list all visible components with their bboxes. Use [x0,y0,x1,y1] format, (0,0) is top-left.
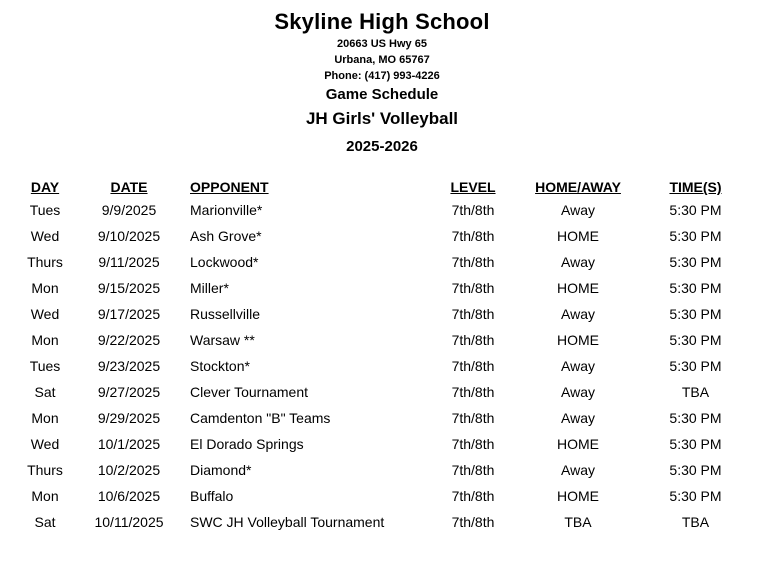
document-title: Game Schedule [325,86,439,103]
column-header-times: TIME(S) [669,179,722,195]
cell-day: Wed [30,436,60,452]
cell-level: 7th/8th [451,280,495,296]
table-row [22,509,746,535]
cell-date: 9/17/2025 [97,306,161,322]
cell-home-away: Away [561,306,595,322]
table-row [22,275,746,301]
cell-opponent: Stockton* [190,358,250,374]
cell-opponent: Lockwood* [190,254,259,270]
table-row [22,457,746,483]
table-header-row [22,177,746,197]
schedule-body [22,197,746,535]
cell-time: 5:30 PM [669,228,722,244]
cell-home-away: Away [561,202,595,218]
cell-level: 7th/8th [451,332,495,348]
cell-day: Wed [30,228,60,244]
cell-opponent: Miller* [190,280,229,296]
cell-time: 5:30 PM [669,202,722,218]
cell-day: Thurs [27,462,63,478]
cell-home-away: Away [561,358,595,374]
table-row [22,353,746,379]
cell-home-away: Away [561,410,595,426]
sport-title: JH Girls' Volleyball [305,109,459,128]
cell-opponent: Buffalo [190,488,234,504]
cell-opponent: Clever Tournament [190,384,309,400]
address-line-2: Urbana, MO 65767 [334,54,430,66]
cell-time: 5:30 PM [669,410,722,426]
column-header-date: DATE [110,179,148,195]
cell-home-away: HOME [557,488,599,504]
cell-date: 10/6/2025 [97,488,161,504]
cell-time: 5:30 PM [669,280,722,296]
cell-opponent: Camdenton "B" Teams [190,410,331,426]
cell-time: TBA [681,384,710,400]
cell-opponent: SWC JH Volleyball Tournament [190,514,385,530]
cell-home-away: Away [561,384,595,400]
table-row [22,223,746,249]
cell-level: 7th/8th [451,228,495,244]
cell-time: 5:30 PM [669,358,722,374]
cell-home-away: HOME [557,228,599,244]
cell-date: 9/10/2025 [97,228,161,244]
cell-opponent: Diamond* [190,462,252,478]
table-row [22,249,746,275]
table-row [22,405,746,431]
column-header-home-away: HOME/AWAY [535,179,621,195]
cell-date: 9/27/2025 [97,384,161,400]
cell-time: 5:30 PM [669,462,722,478]
cell-level: 7th/8th [451,514,495,530]
cell-date: 9/23/2025 [97,358,161,374]
cell-time: TBA [681,514,710,530]
cell-opponent: Russellville [190,306,261,322]
schedule-table [22,177,746,535]
cell-level: 7th/8th [451,254,495,270]
cell-home-away: Away [561,462,595,478]
cell-time: 5:30 PM [669,332,722,348]
cell-day: Mon [31,280,59,296]
cell-level: 7th/8th [451,358,495,374]
cell-opponent: El Dorado Springs [190,436,304,452]
table-row [22,431,746,457]
cell-day: Wed [30,306,60,322]
cell-date: 9/22/2025 [97,332,161,348]
cell-day: Sat [34,514,56,530]
cell-level: 7th/8th [451,488,495,504]
cell-level: 7th/8th [451,462,495,478]
table-row [22,327,746,353]
cell-date: 9/29/2025 [97,410,161,426]
cell-time: 5:30 PM [669,436,722,452]
cell-date: 10/1/2025 [97,436,161,452]
cell-level: 7th/8th [451,202,495,218]
cell-time: 5:30 PM [669,254,722,270]
cell-day: Sat [34,384,56,400]
table-row [22,379,746,405]
cell-date: 10/11/2025 [94,514,164,530]
cell-level: 7th/8th [451,410,495,426]
cell-day: Mon [31,488,59,504]
cell-opponent: Warsaw ** [190,332,255,348]
school-name: Skyline High School [274,9,490,34]
cell-home-away: HOME [557,436,599,452]
document-header [0,8,764,160]
cell-home-away: TBA [564,514,592,530]
cell-home-away: HOME [557,280,599,296]
cell-day: Mon [31,332,59,348]
table-row [22,301,746,327]
cell-time: 5:30 PM [669,488,722,504]
cell-home-away: Away [561,254,595,270]
cell-level: 7th/8th [451,436,495,452]
cell-date: 9/11/2025 [98,254,160,270]
table-row [22,197,746,223]
cell-date: 10/2/2025 [97,462,161,478]
cell-opponent: Marionville* [190,202,263,218]
cell-level: 7th/8th [451,306,495,322]
column-header-opponent: OPPONENT [190,179,269,195]
cell-day: Thurs [27,254,63,270]
cell-date: 9/9/2025 [101,202,157,218]
address-line-1: 20663 US Hwy 65 [337,38,427,50]
cell-level: 7th/8th [451,384,495,400]
cell-day: Tues [29,358,61,374]
cell-day: Tues [29,202,61,218]
season-label: 2025-2026 [346,138,418,155]
cell-day: Mon [31,410,59,426]
cell-home-away: HOME [557,332,599,348]
column-header-day: DAY [30,179,60,195]
column-header-level: LEVEL [450,179,496,195]
cell-date: 9/15/2025 [97,280,161,296]
table-row [22,483,746,509]
cell-time: 5:30 PM [669,306,722,322]
cell-opponent: Ash Grove* [190,228,262,244]
phone-number: Phone: (417) 993-4226 [324,70,440,82]
